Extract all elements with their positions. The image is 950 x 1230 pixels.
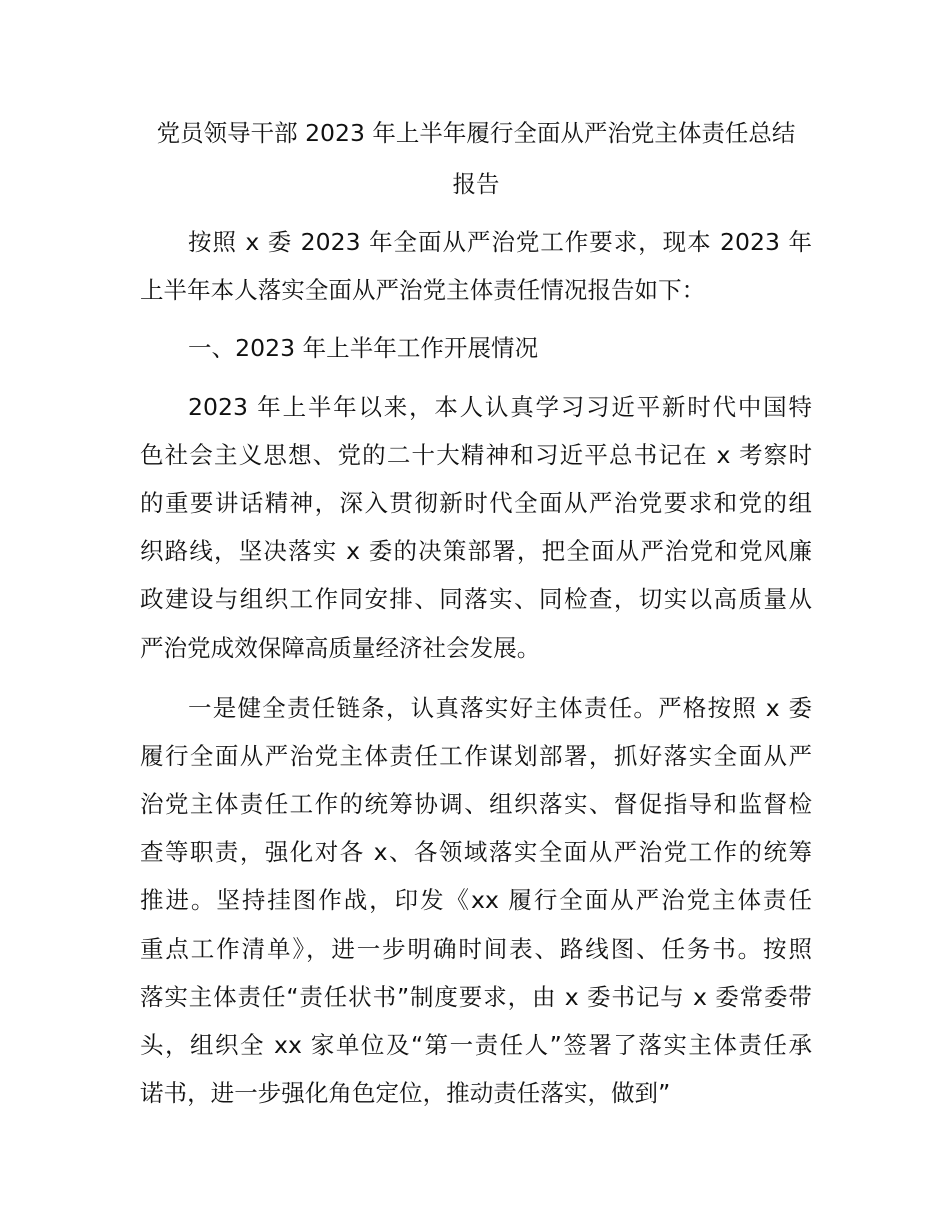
text-line: 履行全面从严治党主体责任工作谋划部署，抓好落实全面从严 <box>140 741 812 770</box>
text-line: 推进。坚持挂图作战，印发《xx 履行全面从严治党主体责任 <box>140 886 812 915</box>
text-line: 的重要讲话精神，深入贯彻新时代全面从严治党要求和党的组 <box>140 488 812 517</box>
text-line: 2023 年上半年以来，本人认真学习习近平新时代中国特 <box>188 392 812 421</box>
section-heading <box>140 324 812 372</box>
body-paragraph-1 <box>140 383 812 672</box>
text-line: 上半年本人落实全面从严治党主体责任情况报告如下： <box>140 276 706 305</box>
document-title <box>140 108 812 210</box>
document-page <box>140 108 812 1117</box>
body-paragraph-2 <box>140 684 812 1118</box>
text-line: 诺书，进一步强化角色定位，推动责任落实，做到” <box>140 1079 671 1108</box>
text-line: 色社会主义思想、党的二十大精神和习近平总书记在 x 考察时 <box>140 440 812 469</box>
text-line: 头，组织全 xx 家单位及“第一责任人”签署了落实主体责任承 <box>140 1031 812 1059</box>
section-heading-text: 一、2023 年上半年工作开展情况 <box>188 334 539 363</box>
text-line: 查等职责，强化对各 x、各领域落实全面从严治党工作的统筹 <box>140 838 812 867</box>
intro-paragraph <box>140 218 812 314</box>
text-line: 织路线，坚决落实 x 委的决策部署，把全面从严治党和党风廉 <box>140 537 812 566</box>
text-line: 重点工作清单》，进一步明确时间表、路线图、任务书。按照 <box>140 934 812 963</box>
title-line-1: 党员领导干部 2023 年上半年履行全面从严治党主体责任总结 <box>156 119 796 147</box>
title-line-2: 报告 <box>452 170 500 198</box>
text-line: 严治党成效保障高质量经济社会发展。 <box>140 633 541 662</box>
text-line: 落实主体责任“责任状书”制度要求，由 x 委书记与 x 委常委带 <box>140 982 812 1011</box>
text-line: 一是健全责任链条，认真落实好主体责任。严格按照 x 委 <box>188 693 812 722</box>
text-line: 按照 x 委 2023 年全面从严治党工作要求，现本 2023 年 <box>188 228 812 256</box>
text-line: 治党主体责任工作的统筹协调、组织落实、督促指导和监督检 <box>140 790 812 819</box>
text-line: 政建设与组织工作同安排、同落实、同检查，切实以高质量从 <box>140 585 812 614</box>
